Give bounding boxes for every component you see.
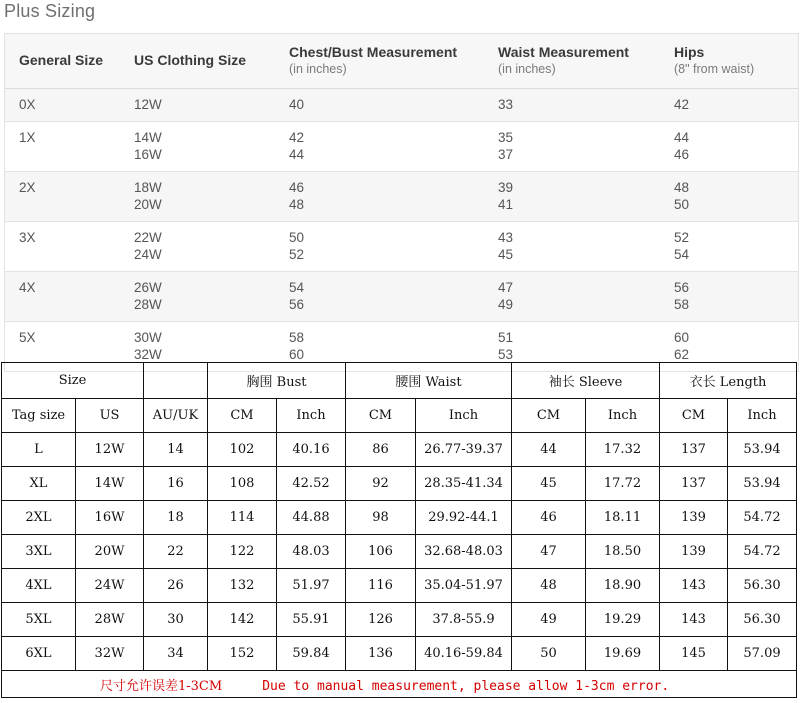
note-english: Due to manual measurement, please allow 1-3cm error. — [262, 678, 670, 694]
table-cell: 37.8-55.9 — [416, 603, 512, 637]
table-cell: 34 — [144, 637, 208, 671]
cell-value: 48 — [289, 196, 305, 212]
table-row — [2, 433, 797, 467]
table-cell: 139 — [660, 501, 728, 535]
table-cell: 40.16-59.84 — [416, 637, 512, 671]
cell-value: 46 — [674, 146, 690, 162]
header-general-size: General Size — [19, 52, 104, 68]
table-cell: 143 — [660, 569, 728, 603]
table-cell: 4XL — [2, 569, 76, 603]
table-cell: 116 — [346, 569, 416, 603]
cell-value: 35 — [498, 130, 514, 145]
table-row — [5, 122, 798, 172]
table-cell: 14W — [76, 467, 144, 501]
cell-value: 30W — [134, 330, 162, 345]
table-cell: 50 — [512, 637, 586, 671]
hips-cell — [674, 172, 784, 221]
table-cell: 19.29 — [586, 603, 660, 637]
cell-value: 47 — [498, 280, 514, 295]
cell-value: 62 — [674, 346, 690, 362]
group-header-blank — [144, 363, 208, 399]
cell-value: 5X — [19, 330, 36, 345]
cell-value: 42 — [674, 97, 690, 112]
table-cell: 16 — [144, 467, 208, 501]
cell-value: 46 — [289, 180, 305, 195]
sub-header-cell: CM — [512, 399, 586, 433]
table-cell: 55.91 — [277, 603, 346, 637]
table-cell: 19.69 — [586, 637, 660, 671]
waist-cell — [498, 272, 674, 321]
header-waist: Waist Measurement (in inches) — [498, 44, 629, 76]
chest-cell — [289, 272, 498, 321]
sub-header-cell: CM — [660, 399, 728, 433]
sub-header-cell: AU/UK — [144, 399, 208, 433]
sub-header-cell: Tag size — [2, 399, 76, 433]
cell-value: 26W — [134, 280, 162, 295]
table-cell: 54.72 — [728, 501, 797, 535]
general-size-cell — [5, 272, 134, 321]
table-cell: 98 — [346, 501, 416, 535]
table-cell: 24W — [76, 569, 144, 603]
table-cell: 2XL — [2, 501, 76, 535]
cell-value: 52 — [674, 230, 690, 245]
chest-cell — [289, 89, 498, 121]
table-cell: 35.04-51.97 — [416, 569, 512, 603]
table-cell: 53.94 — [728, 467, 797, 501]
sub-header-row — [2, 399, 797, 433]
table-cell: 48 — [512, 569, 586, 603]
size-measurement-table — [1, 362, 797, 698]
table-cell: 47 — [512, 535, 586, 569]
general-size-cell — [5, 89, 134, 121]
cell-value: 48 — [674, 180, 690, 195]
plus-sizing-header — [5, 34, 798, 89]
cell-value: 40 — [289, 97, 305, 112]
table-cell: 56.30 — [728, 603, 797, 637]
chest-cell — [289, 122, 498, 171]
table-cell: 142 — [208, 603, 277, 637]
cell-value: 42 — [289, 130, 305, 145]
cell-value: 50 — [289, 230, 305, 245]
table-cell: 108 — [208, 467, 277, 501]
table-row — [2, 603, 797, 637]
table-cell: 16W — [76, 501, 144, 535]
table-cell: 18.50 — [586, 535, 660, 569]
cell-value: 53 — [498, 346, 514, 362]
waist-cell — [498, 172, 674, 221]
cell-value: 2X — [19, 180, 36, 195]
note-chinese: 尺寸允许误差1-3CM — [100, 678, 223, 694]
table-cell: 17.72 — [586, 467, 660, 501]
table-cell: 102 — [208, 433, 277, 467]
measurement-note — [2, 671, 797, 698]
table-cell: 132 — [208, 569, 277, 603]
table-cell: 17.32 — [586, 433, 660, 467]
sub-header-cell: CM — [208, 399, 277, 433]
cell-value: 45 — [498, 246, 514, 262]
table-cell: 53.94 — [728, 433, 797, 467]
hips-cell — [674, 89, 784, 121]
table-cell: 29.92-44.1 — [416, 501, 512, 535]
cell-value: 4X — [19, 280, 36, 295]
table-cell: 32.68-48.03 — [416, 535, 512, 569]
cell-value: 14W — [134, 130, 162, 145]
table-cell: 92 — [346, 467, 416, 501]
cell-value: 1X — [19, 130, 36, 145]
group-header-length: 衣长 Length — [660, 363, 797, 399]
table-cell: 18 — [144, 501, 208, 535]
cell-value: 37 — [498, 146, 514, 162]
table-cell: 28W — [76, 603, 144, 637]
table-cell: 3XL — [2, 535, 76, 569]
table-cell: 51.97 — [277, 569, 346, 603]
cell-value: 54 — [289, 280, 305, 295]
group-header-waist: 腰围 Waist — [346, 363, 512, 399]
table-cell: 14 — [144, 433, 208, 467]
table-row — [5, 172, 798, 222]
table-cell: 45 — [512, 467, 586, 501]
cell-value: 39 — [498, 180, 514, 195]
table-row — [5, 89, 798, 122]
table-cell: 26 — [144, 569, 208, 603]
table-cell: 46 — [512, 501, 586, 535]
table-cell: 126 — [346, 603, 416, 637]
table-cell: L — [2, 433, 76, 467]
cell-value: 58 — [674, 296, 690, 312]
waist-cell — [498, 122, 674, 171]
cell-value: 16W — [134, 146, 162, 162]
table-row — [2, 637, 797, 671]
general-size-cell — [5, 172, 134, 221]
cell-value: 51 — [498, 330, 514, 345]
cell-value: 28W — [134, 296, 162, 312]
page-title: Plus Sizing — [4, 1, 96, 21]
chest-cell — [289, 172, 498, 221]
table-cell: 30 — [144, 603, 208, 637]
cell-value: 44 — [289, 146, 305, 162]
table-cell: 12W — [76, 433, 144, 467]
cell-value: 0X — [19, 97, 36, 112]
table-row — [2, 501, 797, 535]
sub-header-cell: US — [76, 399, 144, 433]
cell-value: 22W — [134, 230, 162, 245]
cell-value: 24W — [134, 246, 162, 262]
table-cell: 26.77-39.37 — [416, 433, 512, 467]
table-cell: 54.72 — [728, 535, 797, 569]
table-cell: 28.35-41.34 — [416, 467, 512, 501]
general-size-cell — [5, 122, 134, 171]
header-hips: Hips (8" from waist) — [674, 44, 755, 76]
cell-value: 3X — [19, 230, 36, 245]
table-cell: 57.09 — [728, 637, 797, 671]
cell-value: 20W — [134, 196, 162, 212]
table-cell: 106 — [346, 535, 416, 569]
table-cell: 137 — [660, 467, 728, 501]
table-cell: 56.30 — [728, 569, 797, 603]
us-size-cell — [134, 272, 289, 321]
note-row — [2, 671, 797, 698]
table-cell: 6XL — [2, 637, 76, 671]
cell-value: 32W — [134, 346, 162, 362]
plus-sizing-table — [4, 33, 799, 372]
cell-value: 60 — [289, 346, 305, 362]
us-size-cell — [134, 172, 289, 221]
table-cell: 145 — [660, 637, 728, 671]
table-cell: 44.88 — [277, 501, 346, 535]
table-cell: 137 — [660, 433, 728, 467]
us-size-cell — [134, 122, 289, 171]
cell-value: 60 — [674, 330, 690, 345]
table-row — [5, 222, 798, 272]
chest-cell — [289, 222, 498, 271]
cell-value: 33 — [498, 97, 514, 112]
table-cell: 22 — [144, 535, 208, 569]
group-header-size: Size — [2, 363, 144, 399]
table-row — [5, 272, 798, 322]
cell-value: 56 — [674, 280, 690, 295]
cell-value: 44 — [674, 130, 690, 145]
table-cell: 48.03 — [277, 535, 346, 569]
header-us-clothing-size: US Clothing Size — [134, 52, 246, 68]
table-cell: 18.11 — [586, 501, 660, 535]
waist-cell — [498, 222, 674, 271]
table-cell: 143 — [660, 603, 728, 637]
table-cell: 42.52 — [277, 467, 346, 501]
table-cell: 59.84 — [277, 637, 346, 671]
hips-cell — [674, 272, 784, 321]
hips-cell — [674, 222, 784, 271]
sub-header-cell: Inch — [277, 399, 346, 433]
us-size-cell — [134, 89, 289, 121]
table-row — [2, 569, 797, 603]
table-cell: 18.90 — [586, 569, 660, 603]
sub-header-cell: Inch — [586, 399, 660, 433]
table-cell: 40.16 — [277, 433, 346, 467]
table-row — [2, 467, 797, 501]
cell-value: 18W — [134, 180, 162, 195]
cell-value: 54 — [674, 246, 690, 262]
sub-header-cell: Inch — [416, 399, 512, 433]
hips-cell — [674, 122, 784, 171]
group-header-sleeve: 袖长 Sleeve — [512, 363, 660, 399]
table-cell: 122 — [208, 535, 277, 569]
table-cell: 114 — [208, 501, 277, 535]
table-cell: 32W — [76, 637, 144, 671]
general-size-cell — [5, 222, 134, 271]
cell-value: 43 — [498, 230, 514, 245]
table-cell: 139 — [660, 535, 728, 569]
us-size-cell — [134, 222, 289, 271]
table-cell: 86 — [346, 433, 416, 467]
sub-header-cell: Inch — [728, 399, 797, 433]
cell-value: 41 — [498, 196, 514, 212]
cell-value: 50 — [674, 196, 690, 212]
table-cell: 152 — [208, 637, 277, 671]
cell-value: 12W — [134, 97, 162, 112]
table-cell: 20W — [76, 535, 144, 569]
cell-value: 49 — [498, 296, 514, 312]
table-cell: 5XL — [2, 603, 76, 637]
header-chest-bust: Chest/Bust Measurement (in inches) — [289, 44, 458, 76]
waist-cell — [498, 89, 674, 121]
table-cell: 136 — [346, 637, 416, 671]
table-cell: 44 — [512, 433, 586, 467]
table-cell: XL — [2, 467, 76, 501]
table-cell: 49 — [512, 603, 586, 637]
sub-header-cell: CM — [346, 399, 416, 433]
group-header-bust: 胸围 Bust — [208, 363, 346, 399]
cell-value: 56 — [289, 296, 305, 312]
table-row — [2, 535, 797, 569]
group-header-row — [2, 363, 797, 399]
cell-value: 58 — [289, 330, 305, 345]
cell-value: 52 — [289, 246, 305, 262]
